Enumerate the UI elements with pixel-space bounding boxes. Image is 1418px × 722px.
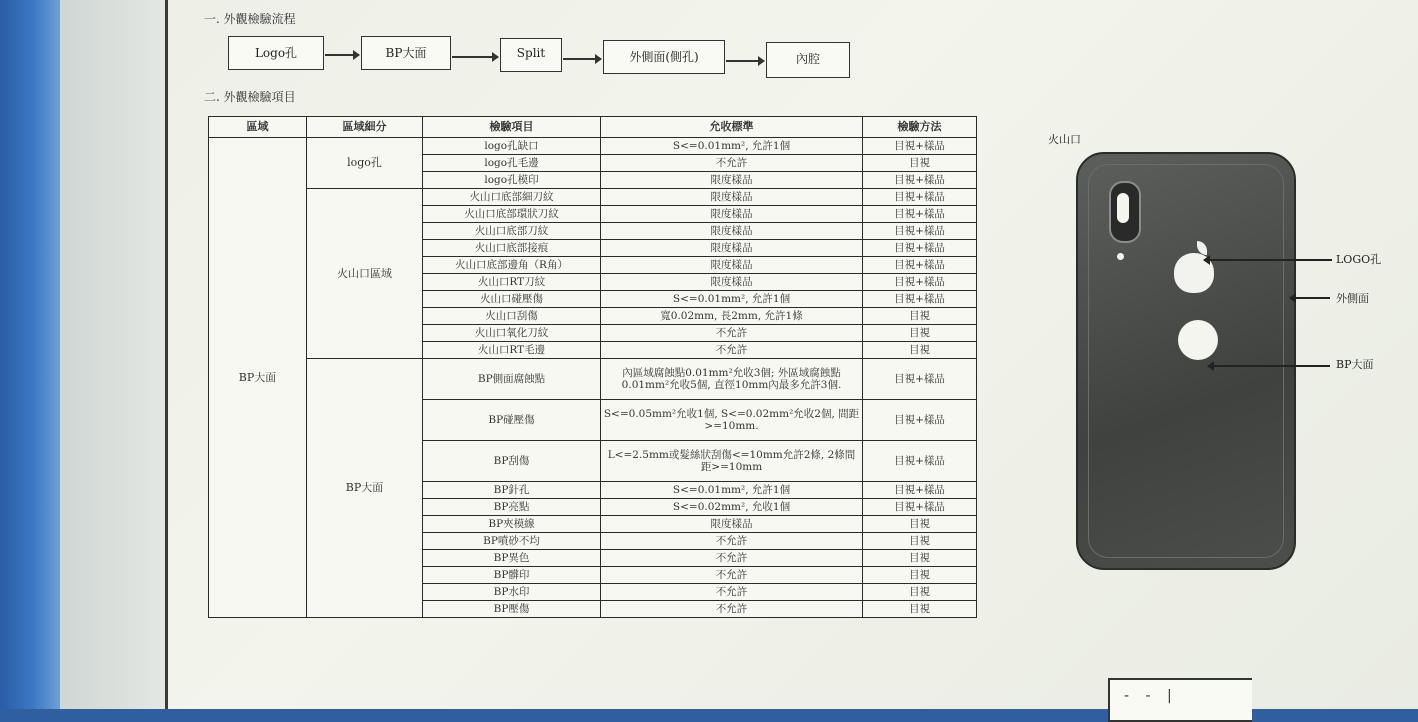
header-method: 檢驗方法 xyxy=(863,117,977,138)
item-cell: 火山口底部環狀刀紋 xyxy=(423,206,601,223)
subarea-cell: logo孔 xyxy=(307,138,423,189)
callout-bp-label: BP大面 xyxy=(1336,358,1374,371)
flow-arrow-4 xyxy=(726,60,764,62)
item-cell: BP異色 xyxy=(423,550,601,567)
method-cell: 目視+樣品 xyxy=(863,441,977,482)
method-cell: 目視+樣品 xyxy=(863,138,977,155)
standard-cell: L<=2.5mm或髮絲狀刮傷<=10mm允許2條, 2條間距>=10mm xyxy=(601,441,863,482)
method-cell: 目視 xyxy=(863,342,977,359)
header-subarea: 區域細分 xyxy=(307,117,423,138)
flow-step-outer-side: 外側面(側孔) xyxy=(603,40,725,74)
document-page xyxy=(168,0,1418,709)
method-cell: 目視+樣品 xyxy=(863,499,977,516)
item-cell: logo孔毛邊 xyxy=(423,155,601,172)
header-area: 區域 xyxy=(209,117,307,138)
item-cell: logo孔缺口 xyxy=(423,138,601,155)
method-cell: 目視 xyxy=(863,567,977,584)
flow-step-bp-surface: BP大面 xyxy=(361,36,451,70)
header-standard: 允收標準 xyxy=(601,117,863,138)
method-cell: 目視+樣品 xyxy=(863,257,977,274)
item-cell: BP噴砂不均 xyxy=(423,533,601,550)
inspection-table xyxy=(208,116,977,618)
standard-cell: 不允許 xyxy=(601,325,863,342)
item-cell: 火山口RT毛邊 xyxy=(423,342,601,359)
item-cell: BP側面腐蝕點 xyxy=(423,359,601,400)
standard-cell: S<=0.01mm², 允許1個 xyxy=(601,138,863,155)
method-cell: 目視 xyxy=(863,533,977,550)
method-cell: 目視+樣品 xyxy=(863,291,977,308)
item-cell: BP髒印 xyxy=(423,567,601,584)
camera-bump xyxy=(1109,181,1141,243)
standard-cell: 不允許 xyxy=(601,550,863,567)
standard-cell: 不允許 xyxy=(601,567,863,584)
standard-cell: 限度樣品 xyxy=(601,240,863,257)
method-cell: 目視 xyxy=(863,308,977,325)
standard-cell: 限度樣品 xyxy=(601,206,863,223)
method-cell: 目視+樣品 xyxy=(863,274,977,291)
standard-cell: 不允許 xyxy=(601,342,863,359)
area-cell: BP大面 xyxy=(209,138,307,618)
method-cell: 目視+樣品 xyxy=(863,482,977,499)
method-cell: 目視+樣品 xyxy=(863,400,977,441)
method-cell: 目視+樣品 xyxy=(863,172,977,189)
standard-cell: 限度樣品 xyxy=(601,223,863,240)
method-cell: 目視 xyxy=(863,601,977,618)
flow-arrow-3 xyxy=(563,58,601,60)
apple-leaf-icon xyxy=(1197,241,1207,255)
item-cell: 火山口RT刀紋 xyxy=(423,274,601,291)
phone-back-panel xyxy=(1088,164,1284,558)
table-body xyxy=(209,138,977,618)
standard-cell: S<=0.01mm², 允許1個 xyxy=(601,482,863,499)
table-header-row xyxy=(209,117,977,138)
section2-heading: 二. 外觀檢驗項目 xyxy=(204,90,296,104)
standard-cell: 不允許 xyxy=(601,584,863,601)
camera-lens xyxy=(1117,193,1129,223)
header-item: 檢驗項目 xyxy=(423,117,601,138)
document-left-margin xyxy=(60,0,175,709)
item-cell: logo孔模印 xyxy=(423,172,601,189)
standard-cell: S<=0.01mm², 允許1個 xyxy=(601,291,863,308)
item-cell: BP刮傷 xyxy=(423,441,601,482)
standard-cell: S<=0.05mm²允收1個, S<=0.02mm²允收2個, 間距>=10mm. xyxy=(601,400,863,441)
item-cell: BP亮點 xyxy=(423,499,601,516)
standard-cell: 不允許 xyxy=(601,155,863,172)
flash-dot xyxy=(1117,253,1124,260)
callout-logo-line xyxy=(1204,259,1332,261)
item-cell: BP夾模線 xyxy=(423,516,601,533)
item-cell: 火山口底部細刀紋 xyxy=(423,189,601,206)
callout-side-label: 外側面 xyxy=(1336,292,1369,305)
item-cell: 火山口底部接痕 xyxy=(423,240,601,257)
method-cell: 目視+樣品 xyxy=(863,240,977,257)
callout-side-line xyxy=(1290,297,1330,299)
standard-cell: 寬0.02mm, 長2mm, 允許1條 xyxy=(601,308,863,325)
item-cell: BP碰壓傷 xyxy=(423,400,601,441)
item-cell: 火山口底部邊角（R角） xyxy=(423,257,601,274)
callout-bp-line xyxy=(1208,365,1330,367)
method-cell: 目視 xyxy=(863,516,977,533)
subarea-cell: BP大面 xyxy=(307,359,423,618)
item-cell: 火山口氧化刀紋 xyxy=(423,325,601,342)
standard-cell: 限度樣品 xyxy=(601,257,863,274)
standard-cell: 內區域腐蝕點0.01mm²允收3個; 外區域腐蝕點0.01mm²允收5個, 直徑10mm內最多允許3個. xyxy=(601,359,863,400)
method-cell: 目視+樣品 xyxy=(863,359,977,400)
monitor-bezel xyxy=(0,0,60,709)
standard-cell: 限度樣品 xyxy=(601,189,863,206)
phone-back-diagram xyxy=(1076,152,1296,570)
table-row xyxy=(209,138,977,155)
stamp-mark: ‐ ‐ | xyxy=(1124,688,1178,704)
subarea-cell: 火山口區域 xyxy=(307,189,423,359)
item-cell: BP壓傷 xyxy=(423,601,601,618)
standard-cell: 限度樣品 xyxy=(601,516,863,533)
callout-camera-label: 火山口 xyxy=(1048,133,1081,146)
apple-logo-icon xyxy=(1171,243,1217,295)
flow-step-inner-cavity: 內腔 xyxy=(766,42,850,78)
item-cell: BP水印 xyxy=(423,584,601,601)
item-cell: BP針孔 xyxy=(423,482,601,499)
callout-logo-label: LOGO孔 xyxy=(1336,253,1382,266)
method-cell: 目視 xyxy=(863,584,977,601)
standard-cell: 不允許 xyxy=(601,601,863,618)
standard-cell: 不允許 xyxy=(601,533,863,550)
method-cell: 目視 xyxy=(863,550,977,567)
flow-step-logo-hole: Logo孔 xyxy=(228,36,324,70)
standard-cell: 限度樣品 xyxy=(601,172,863,189)
table-row xyxy=(209,359,977,400)
method-cell: 目視 xyxy=(863,155,977,172)
section1-heading: 一. 外觀檢驗流程 xyxy=(204,12,296,26)
standard-cell: 限度樣品 xyxy=(601,274,863,291)
item-cell: 火山口刮傷 xyxy=(423,308,601,325)
method-cell: 目視+樣品 xyxy=(863,223,977,240)
method-cell: 目視+樣品 xyxy=(863,189,977,206)
item-cell: 火山口碰壓傷 xyxy=(423,291,601,308)
method-cell: 目視+樣品 xyxy=(863,206,977,223)
item-cell: 火山口底部刀紋 xyxy=(423,223,601,240)
flow-arrow-2 xyxy=(452,56,498,58)
table-row xyxy=(209,189,977,206)
standard-cell: S<=0.02mm², 允收1個 xyxy=(601,499,863,516)
flow-arrow-1 xyxy=(325,54,359,56)
method-cell: 目視 xyxy=(863,325,977,342)
flow-step-split: Split xyxy=(500,38,562,72)
round-hole xyxy=(1178,320,1218,360)
